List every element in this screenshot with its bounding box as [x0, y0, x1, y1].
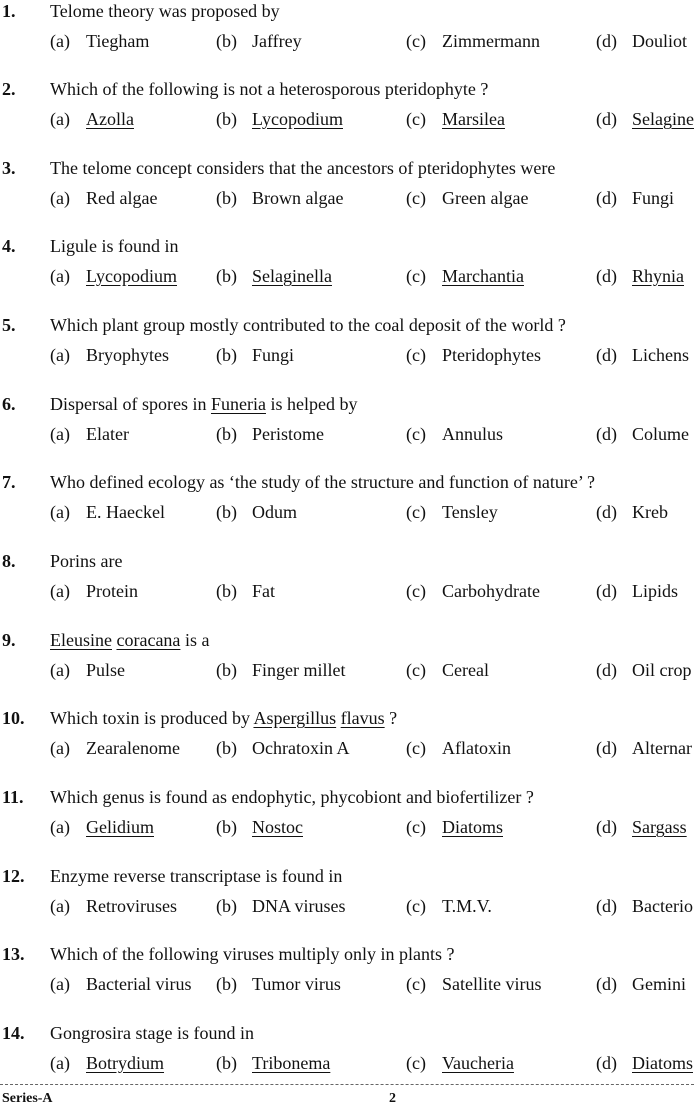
option-text: Satellite virus: [442, 974, 542, 994]
page-number: 2: [389, 1091, 396, 1106]
question-number: 11.: [2, 787, 24, 807]
question-text-segment: Who defined ecology as ‘the study of the structure and function of nature’ ?: [50, 472, 595, 492]
option-b: [216, 265, 332, 287]
question-text: [50, 1022, 254, 1044]
option-text: Colume: [632, 424, 689, 444]
option-label: (c): [406, 738, 426, 758]
option-text: Tumor virus: [252, 974, 341, 994]
question-number: 3.: [2, 158, 16, 178]
option-text: Alternar: [632, 738, 692, 758]
question-text-italic-term: Aspergillus: [253, 708, 337, 728]
option-c: [406, 265, 524, 287]
option-a: [50, 816, 154, 838]
option-d: [596, 30, 687, 52]
question-text-segment: The telome concept considers that the ancestors of pteridophytes were: [50, 158, 556, 178]
option-label: (d): [596, 188, 617, 208]
question-8: [0, 550, 694, 620]
question-text: [50, 393, 357, 415]
option-label: (b): [216, 896, 237, 916]
option-b: [216, 895, 346, 917]
question-text-segment: Porins are: [50, 551, 123, 571]
option-text: Bacterio: [632, 896, 693, 916]
question-text-italic-term: Eleusine: [50, 630, 112, 650]
option-text: Rhynia: [632, 266, 684, 286]
option-label: (a): [50, 502, 70, 522]
question-text: [50, 865, 342, 887]
option-c: [406, 659, 489, 681]
option-label: (c): [406, 817, 426, 837]
option-label: (b): [216, 660, 237, 680]
option-label: (a): [50, 660, 70, 680]
question-text-segment: ?: [384, 708, 398, 728]
option-label: (b): [216, 1053, 237, 1073]
option-text: Retroviruses: [86, 896, 177, 916]
option-text: Selagine: [632, 109, 694, 129]
question-13: [0, 943, 694, 1013]
option-a: [50, 737, 180, 759]
question-text: [50, 707, 397, 729]
option-text: Nostoc: [252, 817, 303, 837]
option-c: [406, 973, 541, 995]
option-label: (d): [596, 109, 617, 129]
option-text: Lichens: [632, 345, 689, 365]
option-text: Odum: [252, 502, 297, 522]
option-text: Cereal: [442, 660, 489, 680]
option-b: [216, 737, 349, 759]
option-text: Ochratoxin A: [252, 738, 350, 758]
option-d: [596, 265, 684, 287]
question-text-italic-term: Funeria: [210, 394, 266, 414]
option-label: (a): [50, 188, 70, 208]
question-text-italic-term: coracana: [116, 630, 181, 650]
option-b: [216, 423, 324, 445]
option-label: (d): [596, 817, 617, 837]
question-text: [50, 78, 488, 100]
option-label: (c): [406, 188, 426, 208]
question-5: [0, 314, 694, 384]
question-text-segment: Ligule is found in: [50, 236, 179, 256]
options-row: [0, 344, 694, 368]
option-text: Bacterial virus: [86, 974, 192, 994]
options-row: [0, 108, 694, 132]
option-label: (d): [596, 1053, 617, 1073]
option-a: [50, 1052, 164, 1074]
option-label: (b): [216, 502, 237, 522]
question-text: [50, 629, 209, 651]
option-text: Red algae: [86, 188, 158, 208]
option-d: [596, 187, 674, 209]
question-text: [50, 471, 595, 493]
series-label: Series-A: [2, 1091, 53, 1106]
option-label: (a): [50, 581, 70, 601]
option-label: (b): [216, 817, 237, 837]
question-11: [0, 786, 694, 856]
question-text: [50, 0, 280, 22]
option-b: [216, 501, 297, 523]
option-text: Sargass: [632, 817, 687, 837]
question-3: [0, 157, 694, 227]
option-label: (d): [596, 266, 617, 286]
option-label: (c): [406, 266, 426, 286]
option-text: Lycopodium: [86, 266, 177, 286]
option-c: [406, 895, 492, 917]
options-row: [0, 30, 694, 54]
option-label: (a): [50, 817, 70, 837]
option-b: [216, 187, 343, 209]
option-b: [216, 973, 341, 995]
option-label: (a): [50, 31, 70, 51]
question-1: [0, 0, 694, 70]
question-text-segment: is a: [180, 630, 210, 650]
option-b: [216, 580, 275, 602]
option-text: Finger millet: [252, 660, 346, 680]
option-text: Elater: [86, 424, 129, 444]
question-14: [0, 1022, 694, 1092]
option-text: Fungi: [252, 345, 295, 365]
option-b: [216, 30, 302, 52]
option-label: (c): [406, 424, 426, 444]
question-text-segment: is helped by: [265, 394, 358, 414]
option-a: [50, 895, 177, 917]
option-text: T.M.V.: [442, 896, 492, 916]
option-label: (b): [216, 581, 237, 601]
option-d: [596, 895, 693, 917]
option-text: Oil crop: [632, 660, 692, 680]
question-text-segment: Enzyme reverse transcriptase is found in: [50, 866, 343, 886]
option-text: Azolla: [86, 109, 134, 129]
option-c: [406, 580, 540, 602]
option-label: (c): [406, 974, 426, 994]
option-a: [50, 108, 134, 130]
option-text: Marchantia: [442, 266, 524, 286]
question-number: 8.: [2, 551, 16, 571]
option-label: (c): [406, 581, 426, 601]
option-text: Gemini: [632, 974, 686, 994]
question-10: [0, 707, 694, 777]
option-text: DNA viruses: [252, 896, 346, 916]
option-d: [596, 659, 691, 681]
options-row: [0, 737, 694, 761]
option-label: (b): [216, 738, 237, 758]
option-text: Marsilea: [442, 109, 505, 129]
question-4: [0, 235, 694, 305]
options-row: [0, 973, 694, 997]
option-c: [406, 1052, 514, 1074]
question-text-segment: Which toxin is produced by: [50, 708, 254, 728]
option-d: [596, 580, 678, 602]
option-label: (a): [50, 974, 70, 994]
question-7: [0, 471, 694, 541]
question-text-segment: Gongrosira stage is found in: [50, 1023, 254, 1043]
option-text: Vaucheria: [442, 1053, 514, 1073]
option-c: [406, 187, 528, 209]
option-text: Gelidium: [86, 817, 154, 837]
question-text: [50, 786, 534, 808]
option-label: (b): [216, 345, 237, 365]
option-b: [216, 108, 343, 130]
question-text-segment: Which genus is found as endophytic, phycobiont and biofertilizer ?: [50, 787, 534, 807]
option-text: Pteridophytes: [442, 345, 541, 365]
option-text: E. Haeckel: [86, 502, 165, 522]
question-text: [50, 943, 454, 965]
option-label: (b): [216, 109, 237, 129]
option-label: (c): [406, 345, 426, 365]
option-text: Zearalenome: [86, 738, 180, 758]
option-text: Kreb: [632, 502, 668, 522]
question-text-italic-term: flavus: [340, 708, 385, 728]
option-label: (c): [406, 896, 426, 916]
question-9: [0, 629, 694, 699]
options-row: [0, 423, 694, 447]
option-a: [50, 30, 149, 52]
question-text-segment: Which plant group mostly contributed to the coal deposit of the world ?: [50, 315, 566, 335]
option-d: [596, 501, 668, 523]
option-label: (b): [216, 974, 237, 994]
option-label: (b): [216, 31, 237, 51]
question-number: 4.: [2, 236, 16, 256]
option-c: [406, 501, 498, 523]
option-text: Pulse: [86, 660, 126, 680]
option-text: Tiegham: [86, 31, 150, 51]
options-row: [0, 265, 694, 289]
option-d: [596, 973, 686, 995]
option-label: (d): [596, 502, 617, 522]
option-text: Annulus: [442, 424, 504, 444]
option-c: [406, 30, 540, 52]
option-text: Bryophytes: [86, 345, 169, 365]
option-a: [50, 344, 169, 366]
question-number: 7.: [2, 472, 16, 492]
option-a: [50, 659, 125, 681]
option-text: Zimmermann: [442, 31, 540, 51]
option-text: Protein: [86, 581, 138, 601]
question-text-segment: Dispersal of spores in: [50, 394, 211, 414]
option-label: (a): [50, 345, 70, 365]
option-text: Fungi: [632, 188, 675, 208]
question-number: 9.: [2, 630, 16, 650]
option-text: Peristome: [252, 424, 324, 444]
option-text: Tribonema: [252, 1053, 331, 1073]
question-2: [0, 78, 694, 148]
option-d: [596, 423, 689, 445]
option-d: [596, 108, 694, 130]
option-d: [596, 816, 687, 838]
question-text: [50, 314, 566, 336]
option-label: (b): [216, 188, 237, 208]
option-a: [50, 187, 157, 209]
option-text: Selaginella: [252, 266, 332, 286]
option-text: Douliot: [632, 31, 688, 51]
question-number: 12.: [2, 866, 25, 886]
option-label: (c): [406, 502, 426, 522]
option-label: (d): [596, 974, 617, 994]
option-label: (d): [596, 31, 617, 51]
option-text: Botrydium: [86, 1053, 165, 1073]
option-label: (c): [406, 660, 426, 680]
option-a: [50, 265, 177, 287]
question-number: 1.: [2, 1, 16, 21]
option-text: Brown algae: [252, 188, 344, 208]
options-row: [0, 580, 694, 604]
option-label: (d): [596, 738, 617, 758]
options-row: [0, 895, 694, 919]
option-label: (a): [50, 109, 70, 129]
option-label: (c): [406, 1053, 426, 1073]
option-label: (d): [596, 345, 617, 365]
option-c: [406, 108, 505, 130]
question-text-segment: Telome theory was proposed by: [50, 1, 280, 21]
option-label: (a): [50, 266, 70, 286]
option-b: [216, 344, 294, 366]
options-row: [0, 1052, 694, 1076]
option-c: [406, 816, 503, 838]
option-label: (b): [216, 424, 237, 444]
question-6: [0, 393, 694, 463]
question-number: 14.: [2, 1023, 25, 1043]
question-number: 6.: [2, 394, 16, 414]
options-row: [0, 187, 694, 211]
question-text: [50, 157, 555, 179]
question-number: 13.: [2, 944, 25, 964]
option-text: Carbohydrate: [442, 581, 540, 601]
option-label: (a): [50, 738, 70, 758]
option-c: [406, 737, 511, 759]
option-label: (a): [50, 1053, 70, 1073]
option-text: Fat: [252, 581, 276, 601]
option-a: [50, 501, 165, 523]
question-text: [50, 550, 122, 572]
option-label: (c): [406, 109, 426, 129]
option-label: (d): [596, 896, 617, 916]
option-b: [216, 816, 303, 838]
option-text: Green algae: [442, 188, 529, 208]
options-row: [0, 816, 694, 840]
option-a: [50, 580, 138, 602]
option-text: Lipids: [632, 581, 679, 601]
question-text-segment: Which of the following viruses multiply only in plants ?: [50, 944, 455, 964]
options-row: [0, 659, 694, 683]
option-b: [216, 659, 346, 681]
question-12: [0, 865, 694, 935]
option-d: [596, 737, 692, 759]
option-label: (d): [596, 581, 617, 601]
question-text-segment: Which of the following is not a heterosporous pteridophyte ?: [50, 79, 489, 99]
options-row: [0, 501, 694, 525]
option-d: [596, 344, 689, 366]
option-text: Diatoms: [442, 817, 503, 837]
option-text: Lycopodium: [252, 109, 343, 129]
option-a: [50, 423, 129, 445]
question-text: [50, 235, 179, 257]
option-c: [406, 423, 503, 445]
question-number: 2.: [2, 79, 16, 99]
option-label: (d): [596, 424, 617, 444]
option-label: (d): [596, 660, 617, 680]
question-number: 5.: [2, 315, 16, 335]
option-label: (a): [50, 424, 70, 444]
footer-divider: [0, 1084, 694, 1085]
option-text: Aflatoxin: [442, 738, 511, 758]
option-c: [406, 344, 541, 366]
option-a: [50, 973, 191, 995]
question-number: 10.: [2, 708, 25, 728]
option-d: [596, 1052, 693, 1074]
option-label: (a): [50, 896, 70, 916]
option-text: Tensley: [442, 502, 498, 522]
option-label: (b): [216, 266, 237, 286]
option-text: Jaffrey: [252, 31, 302, 51]
option-b: [216, 1052, 330, 1074]
option-text: Diatoms: [632, 1053, 693, 1073]
option-label: (c): [406, 31, 426, 51]
